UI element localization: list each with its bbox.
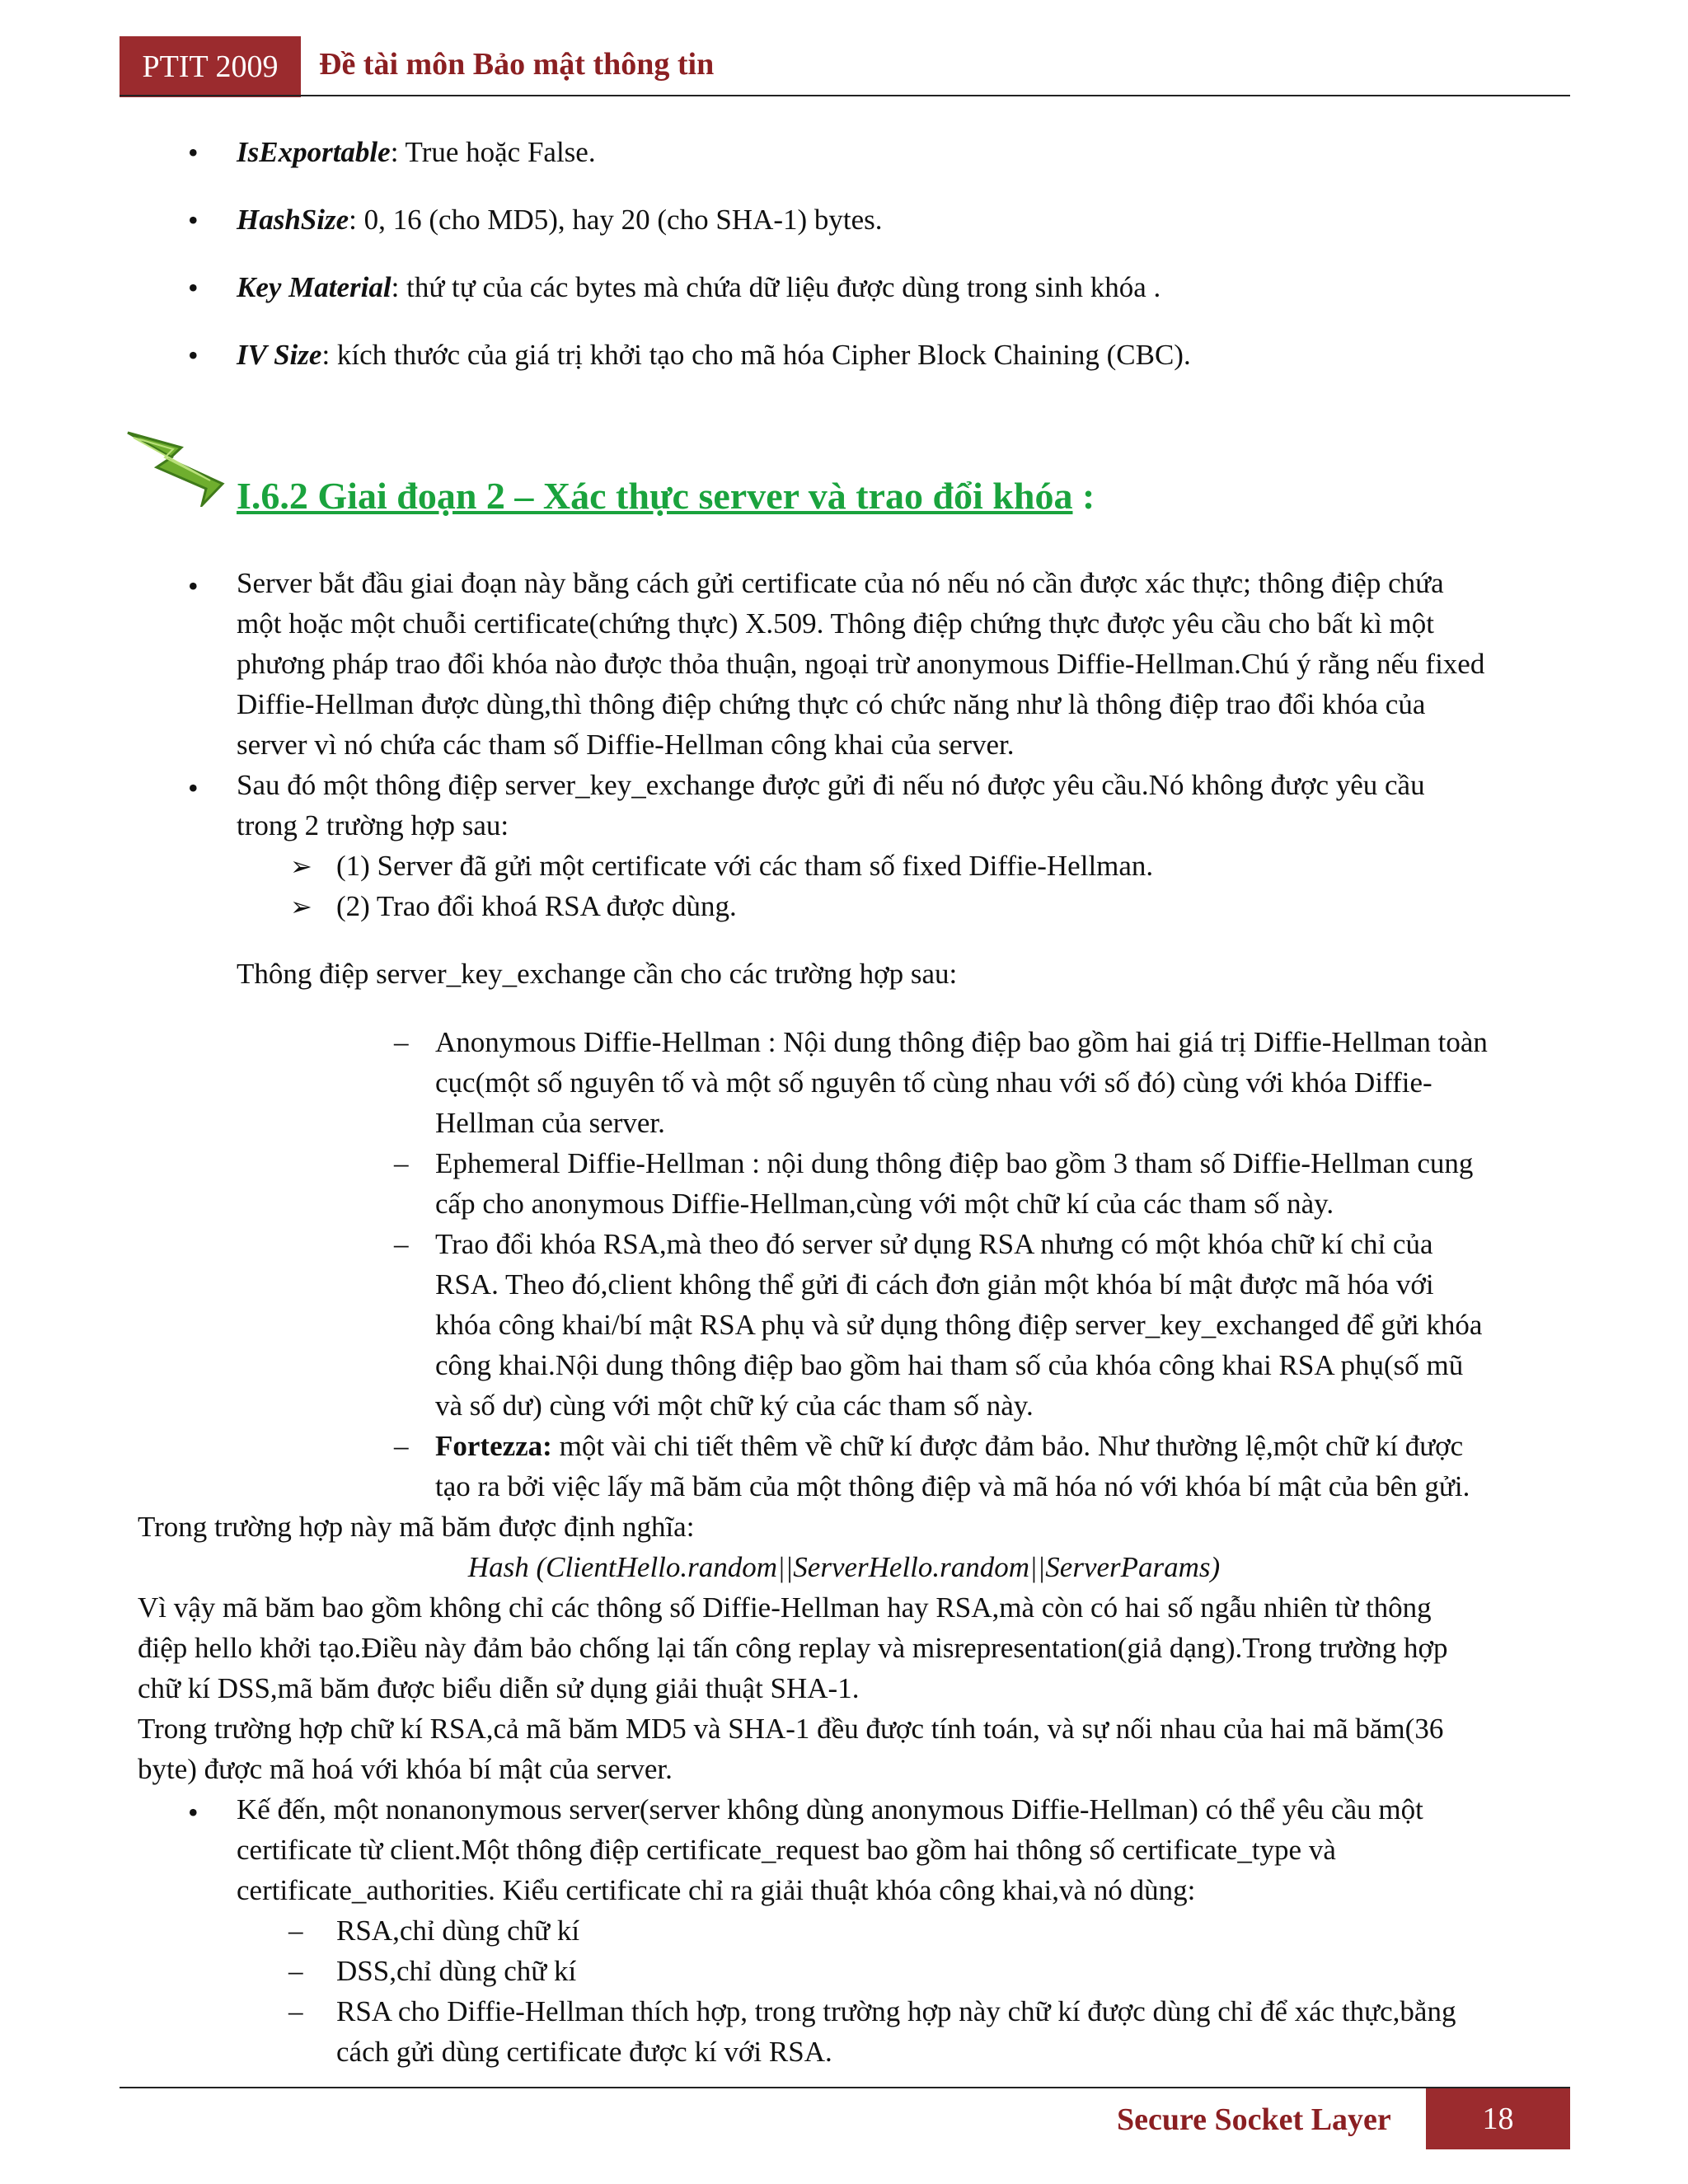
param-term: Key Material xyxy=(237,271,392,303)
text-line: phương pháp trao đổi khóa nào được thỏa thuận, ngoại trừ anonymous Diffie-Hellman.Chú ý rằng nếu fixed xyxy=(237,648,1485,680)
param-desc: : True hoặc False. xyxy=(390,136,596,168)
header-badge: PTIT 2009 xyxy=(120,36,301,97)
section-heading-text: I.6.2 Giai đoạn 2 – Xác thực server và trao đổi khóa xyxy=(237,475,1073,517)
text-line: Server bắt đầu giai đoạn này bằng cách gửi certificate của nó nếu nó cần được xác thực; thông điệp chứa xyxy=(237,567,1444,599)
header-divider xyxy=(120,95,1570,96)
param-desc: : kích thước của giá trị khởi tạo cho mã hóa Cipher Block Chaining (CBC). xyxy=(321,339,1191,371)
text-line: chữ kí DSS,mã băm được biểu diễn sử dụng giải thuật SHA-1. xyxy=(138,1672,860,1704)
text-line: certificate từ client.Một thông điệp certificate_request bao gồm hai thông số certificate_type và xyxy=(237,1834,1336,1866)
case-item: (2) Trao đổi khoá RSA được dùng. xyxy=(336,890,737,922)
dash-marker: – xyxy=(394,1228,409,1260)
param-item xyxy=(237,199,1572,241)
text-line: Diffie-Hellman được dùng,thì thông điệp chứng thực có chức năng như là thông điệp trao đổi khóa của xyxy=(237,688,1426,720)
page-number: 18 xyxy=(1426,2088,1570,2149)
text-line: công khai.Nội dung thông điệp bao gồm hai tham số của khóa công khai RSA phụ(số mũ xyxy=(435,1349,1464,1381)
cert-type-item: RSA,chỉ dùng chữ kí xyxy=(336,1915,580,1947)
footer-title: Secure Socket Layer xyxy=(1117,2102,1391,2137)
bullet-dot: • xyxy=(188,339,199,372)
bullet-dot: • xyxy=(188,771,199,804)
case-item: (1) Server đã gửi một certificate với các tham số fixed Diffie-Hellman. xyxy=(336,850,1154,882)
dash-marker: – xyxy=(394,1430,409,1462)
text-line: Ephemeral Diffie-Hellman : nội dung thông điệp bao gồm 3 tham số Diffie-Hellman cung xyxy=(435,1147,1474,1179)
dash-marker: – xyxy=(394,1147,409,1179)
text-line: một hoặc một chuỗi certificate(chứng thực) X.509. Thông điệp chứng thực được yêu cầu cho bất kì một xyxy=(237,607,1434,640)
lightning-bolt-icon xyxy=(124,424,231,507)
text-line: điệp hello khởi tạo.Điều này đảm bảo chống lại tấn công replay và misrepresentation(giả dạng).Trong trường hợp xyxy=(138,1632,1448,1664)
text-line: Trong trường hợp chữ kí RSA,cả mã băm MD5 và SHA-1 đều được tính toán, và sự nối nhau của hai mã băm(36 xyxy=(138,1713,1444,1745)
text-line: Trao đổi khóa RSA,mà theo đó server sử dụng RSA nhưng có một khóa chữ kí chỉ của xyxy=(435,1228,1433,1260)
section-heading-suffix: : xyxy=(1072,475,1095,517)
text-line: tạo ra bởi việc lấy mã băm của một thông điệp và mã hóa nó với khóa bí mật của bên gửi. xyxy=(435,1470,1470,1502)
text-line xyxy=(435,1426,1573,1467)
section-heading xyxy=(237,471,1095,521)
text-line: cục(một số nguyên tố và một số nguyên tố cùng nhau với số đó) cùng với khóa Diffie- xyxy=(435,1066,1432,1099)
cert-type-item: DSS,chỉ dùng chữ kí xyxy=(336,1955,577,1987)
text-line: Sau đó một thông điệp server_key_exchange được gửi đi nếu nó được yêu cầu.Nó không được yêu cầu xyxy=(237,769,1425,801)
param-item xyxy=(237,267,1572,308)
text-line: trong 2 trường hợp sau: xyxy=(237,809,509,841)
param-desc: : thứ tự của các bytes mà chứa dữ liệu được dùng trong sinh khóa . xyxy=(391,271,1161,303)
param-desc: : 0, 16 (cho MD5), hay 20 (cho SHA-1) bytes. xyxy=(349,204,883,236)
param-item xyxy=(237,132,1572,173)
param-term: IsExportable xyxy=(237,136,391,168)
dash-marker: – xyxy=(288,1995,303,2027)
bullet-dot: • xyxy=(188,569,199,602)
bullet-dot: • xyxy=(188,1796,199,1829)
text-line: certificate_authorities. Kiểu certificate chỉ ra giải thuật khóa công khai,và nó dùng: xyxy=(237,1874,1196,1906)
text-line: server vì nó chứa các tham số Diffie-Hellman công khai của server. xyxy=(237,729,1015,761)
hash-formula: Hash (ClientHello.random||ServerHello.random||ServerParams) xyxy=(467,1551,1221,1583)
text-line: Kế đến, một nonanonymous server(server không dùng anonymous Diffie-Hellman) có thể yêu cầu một xyxy=(237,1793,1423,1825)
bullet-dot: • xyxy=(188,204,199,237)
text-line: Hellman của server. xyxy=(435,1107,665,1139)
bullet-dot: • xyxy=(188,271,199,304)
cert-type-item: cách gửi dùng certificate được kí với RSA. xyxy=(336,2036,832,2068)
param-item xyxy=(237,335,1572,376)
text-line: và số dư) cùng với một chữ ký của các tham số này. xyxy=(435,1390,1034,1422)
header-title: Đề tài môn Bảo mật thông tin xyxy=(319,47,715,82)
bullet-dot: • xyxy=(188,136,199,169)
dash-marker: – xyxy=(288,1915,303,1947)
fortezza-text: một vài chi tiết thêm về chữ kí được đảm bảo. Như thường lệ,một chữ kí được xyxy=(551,1430,1464,1462)
text-line: Vì vậy mã băm bao gồm không chỉ các thông số Diffie-Hellman hay RSA,mà còn có hai số ngẫu nhiên từ thông xyxy=(138,1591,1432,1624)
hash-intro: Trong trường hợp này mã băm được định nghĩa: xyxy=(138,1511,695,1543)
dash-marker: – xyxy=(394,1026,409,1058)
text-line: byte) được mã hoá với khóa bí mật của server. xyxy=(138,1753,673,1785)
dash-marker: – xyxy=(288,1955,303,1987)
text-line: RSA. Theo đó,client không thể gửi đi cách đơn giản một khóa bí mật được mã hóa với xyxy=(435,1268,1434,1301)
text-line: khóa công khai/bí mật RSA phụ và sử dụng thông điệp server_key_exchanged để gửi khóa xyxy=(435,1309,1483,1341)
arrow-bullet-icon: ➢ xyxy=(290,892,312,921)
param-term: HashSize xyxy=(237,204,349,236)
fortezza-label: Fortezza: xyxy=(435,1430,552,1462)
footer-divider xyxy=(120,2087,1570,2088)
cases-intro: Thông điệp server_key_exchange cần cho các trường hợp sau: xyxy=(237,958,958,990)
arrow-bullet-icon: ➢ xyxy=(290,851,312,881)
cert-type-item: RSA cho Diffie-Hellman thích hợp, trong trường hợp này chữ kí được dùng chỉ để xác thực,bằng xyxy=(336,1995,1456,2027)
param-term: IV Size xyxy=(237,339,322,371)
text-line: Anonymous Diffie-Hellman : Nội dung thông điệp bao gồm hai giá trị Diffie-Hellman toàn xyxy=(435,1026,1488,1058)
text-line: cấp cho anonymous Diffie-Hellman,cùng với một chữ kí của các tham số này. xyxy=(435,1188,1334,1220)
